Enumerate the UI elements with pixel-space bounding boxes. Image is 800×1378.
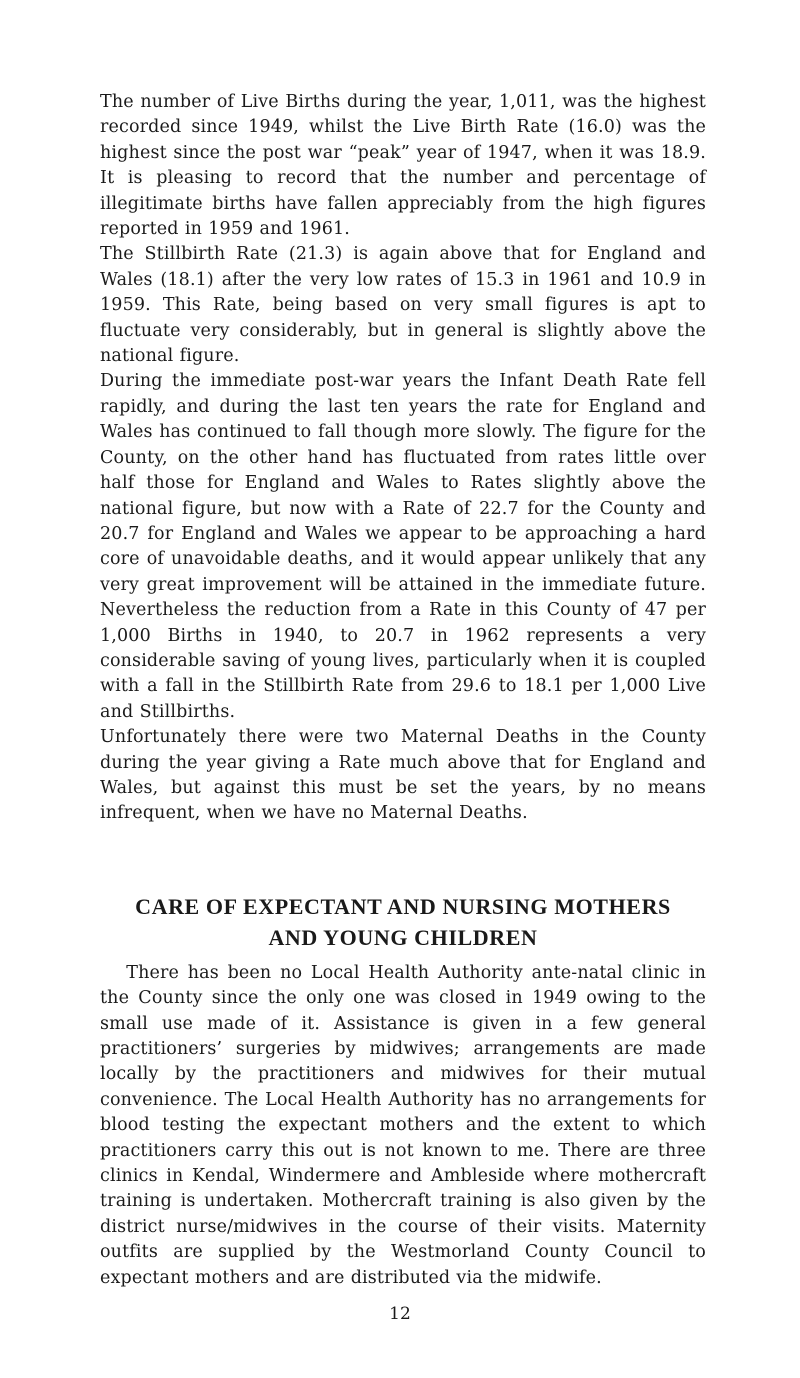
paragraph-maternal-deaths: Unfortunately there were two Maternal Deaths in the County during the year giving a Rate much above that for England and Wales, but against this must be set the years, by no means infrequent, when we have no Maternal Deaths. — [100, 727, 706, 824]
section-heading-line-1: CARE OF EXPECTANT AND NURSING MOTHERS — [135, 893, 671, 919]
section-heading — [100, 891, 706, 953]
paragraph-antenatal-care: There has been no Local Health Authority ante-natal clinic in the County since the only one was closed in 1949 owing to the small use made of it. Assistance is given in a few general practitioners’ surgeries by midwives; arrangements are made locally by the practitioners and midwives for their mutual convenience. The Local Health Authority has no arrangements for blood testing the expectant mothers and the extent to which practitioners carry this out is not known to me. There are three clinics in Kendal, Windermere and Ambleside where mothercraft training is undertaken. Mothercraft training is also given by the district nurse/midwives in the course of their visits. Maternity outfits are supplied by the Westmorland County Council to expectant mothers and are distributed via the midwife. — [100, 962, 706, 1288]
section-heading-line-2: AND YOUNG CHILDREN — [268, 924, 538, 950]
document-page — [100, 90, 706, 1291]
paragraph-live-births: The number of Live Births during the year, 1,011, was the highest recorded since 1949, whilst the Live Birth Rate (16.0) was the highest since the post war “peak” year of 1947, when it was 18.9. It is pleasing to record that the number and percentage of illegitimate births have fallen appreciably from the high figures reported in 1959 and 1961. — [100, 92, 706, 240]
page-number: 12 — [389, 1304, 411, 1324]
paragraph-stillbirth-rate: The Stillbirth Rate (21.3) is again above that for England and Wales (18.1) after the very low rates of 15.3 in 1961 and 10.9 in 1959. This Rate, being based on very small figures is apt to fluctuate very considerably, but in general is slightly above the national figure. — [100, 244, 706, 367]
paragraph-infant-death-rate: During the immediate post-war years the Infant Death Rate fell rapidly, and during the last ten years the rate for England and Wales has continued to fall though more slowly. The figure for the County, on the other hand has fluctuated from rates little over half those for England and Wales to Rates slightly above the national figure, but now with a Rate of 22.7 for the County and 20.7 for England and Wales we appear to be approaching a hard core of unavoidable deaths, and it would appear unlikely that any very great improvement will be attained in the immediate future. Nevertheless the reduction from a Rate in this County of 47 per 1,000 Births in 1940, to 20.7 in 1962 represents a very considerable saving of young lives, particularly when it is coupled with a fall in the Stillbirth Rate from 29.6 to 18.1 per 1,000 Live and Stillbirths. — [100, 371, 706, 722]
